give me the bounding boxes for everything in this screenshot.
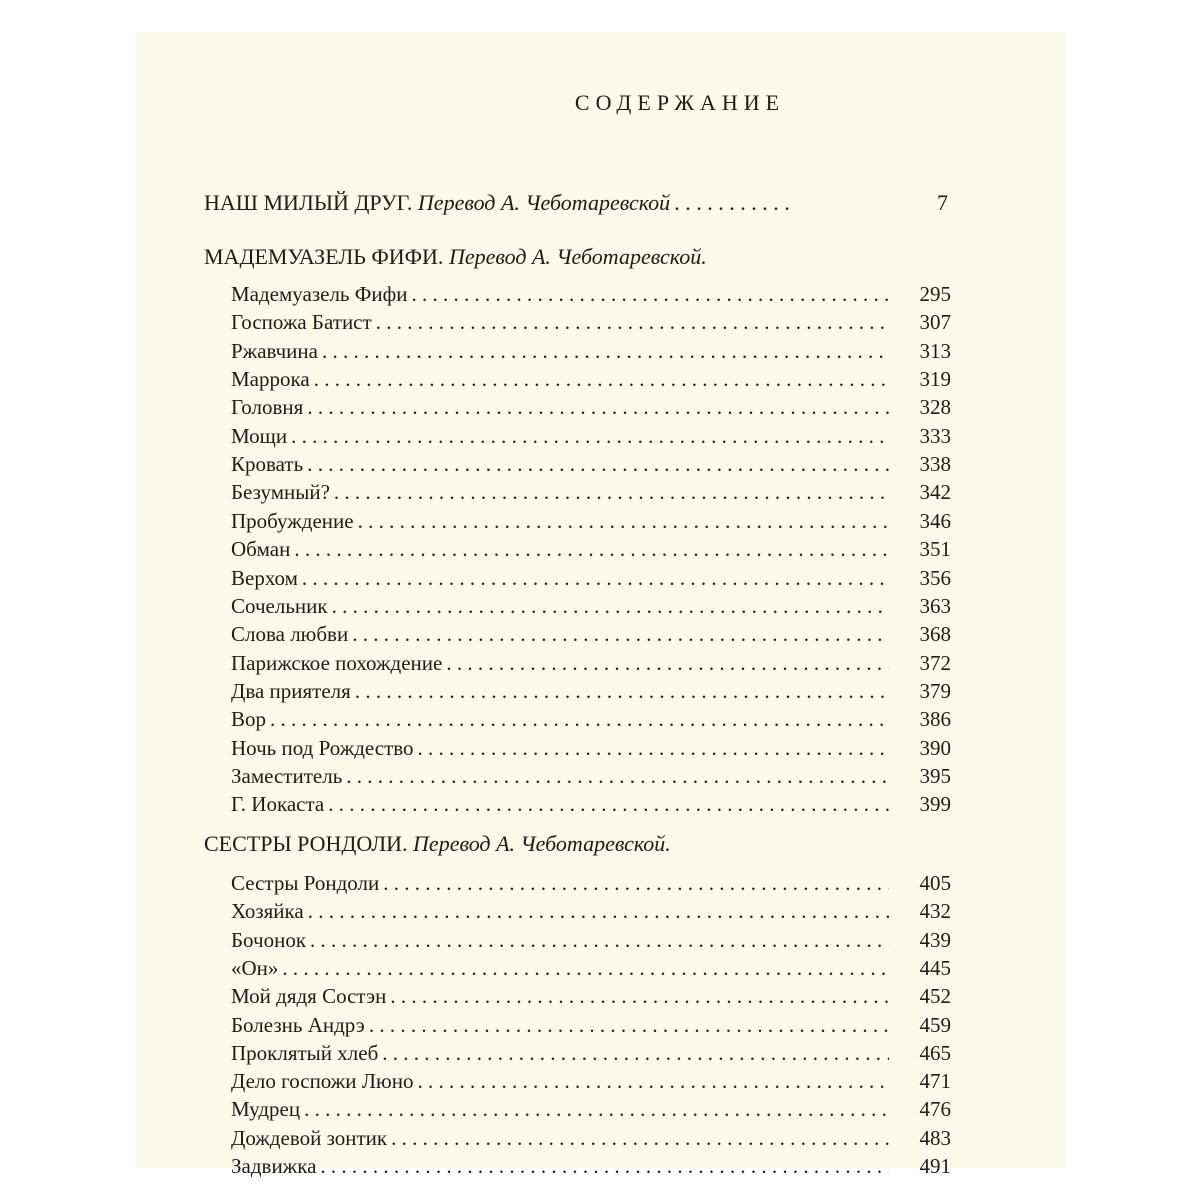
page-number: 476	[919, 1097, 951, 1122]
dot-leader	[318, 336, 889, 366]
toc-entry	[231, 619, 951, 649]
toc-entry	[231, 477, 951, 507]
entry-title: Головня	[231, 395, 304, 420]
entry-title: Мой дядя Состэн	[231, 984, 387, 1009]
page-number: 439	[919, 927, 951, 952]
entry-title: Парижское похождение	[231, 650, 443, 675]
entry-title: Задвижка	[231, 1154, 317, 1178]
dot-leader	[372, 307, 889, 337]
entry-title: Дело госпожи Люно	[231, 1069, 414, 1094]
page-number: 356	[919, 565, 951, 590]
dot-leader	[386, 981, 889, 1011]
toc-entry	[231, 279, 951, 309]
page-number: 351	[919, 537, 951, 562]
toc-entry	[231, 981, 951, 1011]
page-number: 405	[919, 871, 951, 895]
toc-entry	[231, 1066, 951, 1096]
dot-leader	[670, 188, 790, 218]
page-number: 333	[919, 423, 951, 448]
page-number: 338	[919, 452, 951, 477]
toc-entry	[231, 364, 951, 394]
page-number: 465	[919, 1040, 951, 1065]
toc-entry	[231, 506, 951, 536]
toc-entry	[231, 591, 951, 621]
page-number: 295	[919, 282, 951, 306]
dot-leader	[303, 392, 889, 422]
entry-title: Безумный?	[231, 480, 330, 505]
entry-title: Проклятый хлеб	[231, 1040, 379, 1065]
book-page	[136, 32, 1066, 1178]
toc-entry	[231, 868, 951, 898]
entry-title: Мудрец	[231, 1097, 301, 1122]
page-number: 319	[919, 367, 951, 392]
page-number: 445	[919, 955, 951, 980]
toc-entry	[231, 534, 951, 564]
section-heading: НАШ МИЛЫЙ ДРУГ.	[204, 190, 413, 215]
dot-leader	[278, 953, 889, 983]
entry-title: Два приятеля	[231, 678, 351, 703]
entry-title: Маррока	[231, 367, 310, 392]
page-number: 471	[919, 1069, 951, 1094]
toc-entry	[231, 1123, 951, 1153]
toc-entry	[231, 676, 951, 706]
dot-leader	[290, 534, 889, 564]
entry-title: Обман	[231, 537, 291, 562]
section-heading: СЕСТРЫ РОНДОЛИ.	[204, 831, 408, 856]
contents-title: СОДЕРЖАНИЕ	[574, 90, 786, 115]
entry-title: Сестры Рондоли	[231, 871, 380, 895]
dot-leader	[442, 648, 889, 678]
page-number: 346	[919, 508, 951, 533]
toc-entry	[231, 648, 951, 678]
page-number: 395	[919, 763, 951, 788]
page-number: 368	[919, 622, 951, 647]
page-number: 386	[919, 707, 951, 732]
entry-title: Слова любви	[231, 622, 349, 647]
dot-leader	[328, 591, 889, 621]
translator-credit: Перевод А. Чеботаревской	[417, 190, 671, 215]
page-number: 432	[919, 899, 951, 924]
dot-leader	[342, 761, 889, 791]
dot-leader	[387, 1123, 889, 1153]
dot-leader	[287, 421, 889, 451]
entry-title: Мадемуазель Фифи	[231, 282, 408, 306]
entry-title: Дождевой зонтик	[231, 1125, 388, 1150]
toc-entry	[231, 1094, 951, 1124]
dot-leader	[330, 477, 889, 507]
dot-leader	[316, 1151, 889, 1181]
dot-leader	[351, 676, 889, 706]
dot-leader	[414, 733, 889, 763]
toc-entry	[231, 421, 951, 451]
toc-entry	[231, 789, 951, 819]
toc-entry	[231, 704, 951, 734]
entry-title: Вор	[231, 707, 267, 732]
toc-entry	[231, 392, 951, 422]
page-number: 379	[919, 678, 951, 703]
dot-leader	[365, 1010, 889, 1040]
toc-entry	[231, 1010, 951, 1040]
toc-entry	[231, 733, 951, 763]
entry-title: Заместитель	[231, 763, 343, 788]
page-number: 313	[919, 338, 951, 363]
entry-title: Ночь под Рождество	[231, 735, 414, 760]
toc-entry	[231, 925, 951, 955]
dot-leader	[378, 1038, 889, 1068]
toc-entry	[231, 307, 951, 337]
toc-entry	[231, 1038, 951, 1068]
dot-leader	[298, 563, 889, 593]
entry-title: Мощи	[231, 423, 288, 448]
entry-title: Кровать	[231, 452, 304, 477]
section-heading-row	[204, 829, 948, 859]
dot-leader	[306, 925, 889, 955]
entry-title: Сочельник	[231, 593, 328, 618]
page-number: 399	[919, 792, 951, 817]
page-number: 459	[919, 1012, 951, 1037]
page-number: 491	[919, 1154, 951, 1178]
dot-leader	[310, 364, 889, 394]
toc-entry	[231, 563, 951, 593]
section-heading: МАДЕМУАЗЕЛЬ ФИФИ.	[204, 244, 444, 269]
toc-entry	[231, 1151, 951, 1181]
section-heading-row	[204, 188, 948, 218]
dot-leader	[407, 279, 889, 309]
page-number: 452	[919, 984, 951, 1009]
dot-leader	[413, 1066, 889, 1096]
dot-leader	[266, 704, 889, 734]
dot-leader	[354, 506, 889, 536]
entry-title: «Он»	[231, 955, 279, 980]
translator-credit: Перевод А. Чеботаревской.	[448, 244, 707, 269]
entry-title: Хозяйка	[231, 899, 304, 924]
entry-title: Ржавчина	[231, 338, 318, 363]
dot-leader	[324, 789, 889, 819]
dot-leader	[304, 896, 889, 926]
translator-credit: Перевод А. Чеботаревской.	[413, 831, 671, 856]
page-number: 372	[919, 650, 951, 675]
toc-entry	[231, 896, 951, 926]
page-number: 7	[937, 190, 948, 215]
dot-leader	[303, 449, 889, 479]
dot-leader	[348, 619, 889, 649]
page-number: 342	[919, 480, 951, 505]
entry-title: Верхом	[231, 565, 298, 590]
entry-title: Бочонок	[231, 927, 307, 952]
entry-title: Пробуждение	[231, 508, 354, 533]
page-number: 328	[919, 395, 951, 420]
page-number: 363	[919, 593, 951, 618]
toc-entry	[231, 953, 951, 983]
dot-leader	[379, 868, 889, 898]
toc-entry	[231, 336, 951, 366]
page-number: 483	[919, 1125, 951, 1150]
toc-entry	[231, 761, 951, 791]
toc-entry	[231, 449, 951, 479]
page-number: 390	[919, 735, 951, 760]
entry-title: Госпожа Батист	[231, 310, 372, 335]
entry-title: Болезнь Андрэ	[231, 1012, 365, 1037]
section-heading-row	[204, 242, 948, 272]
entry-title: Г. Иокаста	[231, 792, 325, 817]
page-number: 307	[919, 310, 951, 335]
dot-leader	[300, 1094, 889, 1124]
